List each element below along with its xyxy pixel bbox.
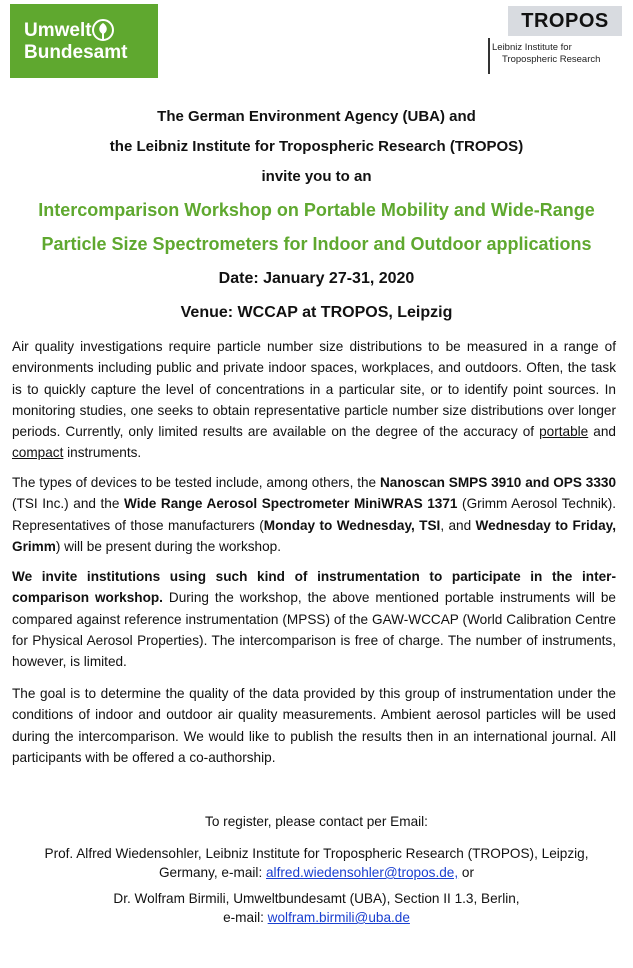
invitation-text: During the workshop, the above mentioned portable instruments will be compared against reference instrumentation (MPSS) of the GAW-WCCAP (World Calibration Centre for Physical Aerosol Properties). The intercomparison is free of charge. The number of instruments, however, is limited. (12, 590, 616, 670)
paragraph-intro (12, 336, 616, 464)
tropos-logo (488, 4, 628, 74)
devices-text-a: The types of devices to be tested include, among others, the (12, 475, 380, 490)
device-tsi: Nanoscan SMPS 3910 and OPS 3330 (379, 475, 616, 490)
contact-2-line2 (0, 907, 633, 928)
contact-1-line1: Prof. Alfred Wiedensohler, Leibniz Institute for Tropospheric Research (TROPOS), Leipzig, (44, 846, 589, 861)
workshop-title-line2: Particle Size Spectrometers for Indoor and Outdoor applications (41, 234, 592, 254)
uba-logo (10, 4, 158, 78)
email-link-wiedensohler[interactable]: alfred.wiedensohler@tropos.de, (266, 865, 459, 880)
devices-text-g: , and (440, 517, 476, 533)
paragraph-devices (12, 472, 616, 557)
contact-1-or: or (458, 865, 475, 880)
workshop-venue: Venue: WCCAP at TROPOS, Leipzig (180, 304, 453, 321)
devices-text-c: (TSI Inc.) and the (12, 496, 124, 512)
goal-text: The goal is to determine the quality of the data provided by this group of instrumentation under the conditions of indoor and outdoor air quality measurements. Ambient aerosol particles will be used during the intercomparison. We would like to publish the results then in an international journal. All participants with be offered a co-authorship. (12, 686, 616, 765)
contact-intro: To register, please contact per Email: (205, 814, 428, 829)
tropos-logo-bar (488, 38, 490, 74)
devices-text-i: ) will be present during the workshop. (55, 538, 281, 554)
workshop-date: Date: January 27-31, 2020 (218, 270, 415, 287)
heading-line3: invite you to an (261, 168, 372, 185)
devices-text-e: (Grimm Aerosol Technik). Representatives of those manufacturers ( (12, 496, 616, 533)
word-compact: compact (12, 445, 64, 461)
contact-1-line2 (0, 862, 633, 883)
paragraph-goal (12, 683, 616, 768)
heading-line1: The German Environment Agency (UBA) and (157, 108, 476, 125)
word-and: and (588, 424, 616, 440)
paragraph-intro-text: Air quality investigations require particle number size distributions to be measured in a range of environments including public and private indoor spaces, workplaces, and outdoors. Often, the task is to quickly capture the level of concentrations in a particular site, or to identify point sources. In monitoring studies, one seeks to obtain representative particle number size distributions over longer periods. Currently, only limited results are available on the degree of the accuracy of (12, 339, 616, 440)
tree-icon (92, 19, 114, 41)
schedule-grimm: Wednesday to Friday, Grimm (12, 517, 616, 554)
contact-2-line1: Dr. Wolfram Birmili, Umweltbundesamt (UBA), Section II 1.3, Berlin, (113, 891, 520, 906)
uba-logo-line2: Bundesamt (24, 42, 128, 63)
heading-line2: the Leibniz Institute for Tropospheric Research (TROPOS) (109, 138, 524, 155)
workshop-title-line1: Intercomparison Workshop on Portable Mobility and Wide-Range (38, 200, 595, 220)
email-link-birmili[interactable]: wolfram.birmili@uba.de (267, 910, 410, 925)
tropos-logo-sub1: Leibniz Institute for (492, 42, 572, 53)
tropos-logo-name: TROPOS (508, 6, 622, 36)
word-portable: portable (539, 424, 589, 440)
device-grimm: Wide Range Aerosol Spectrometer MiniWRAS 1371 (124, 496, 458, 512)
uba-logo-line1: Umwelt (24, 20, 92, 41)
contact-2-label: e-mail: (223, 910, 268, 925)
schedule-tsi: Monday to Wednesday, TSI (263, 517, 441, 533)
contact-1-label: Germany, e-mail: (158, 865, 266, 880)
tropos-logo-sub2: Tropospheric Research (502, 54, 601, 65)
invitation-bold: We invite institutions using such kind of instrumentation to participate in the inter-comparison workshop. (12, 569, 616, 606)
paragraph-invitation (12, 566, 616, 672)
paragraph-intro-end: instruments. (63, 445, 142, 461)
